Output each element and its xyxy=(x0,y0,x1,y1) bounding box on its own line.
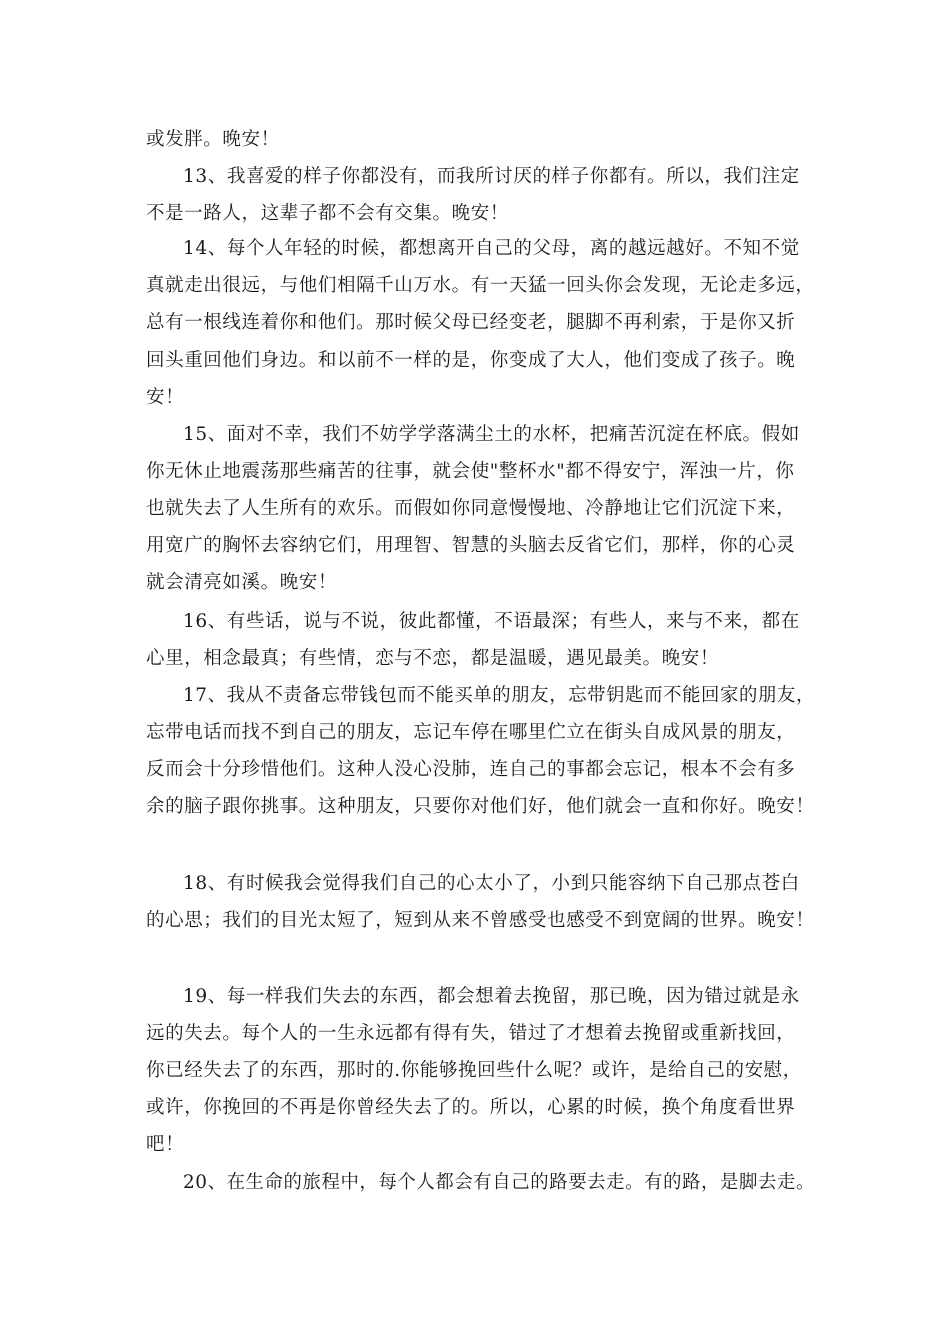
text-line: 或发胖。晚安！ xyxy=(146,129,280,150)
text-line: 用宽广的胸怀去容纳它们，用理智、智慧的头脑去反省它们，那样，你的心灵 xyxy=(146,535,796,556)
text-line: 17、我从不责备忘带钱包而不能买单的朋友，忘带钥匙而不能回家的朋友， xyxy=(183,685,815,706)
text-line: 吧！ xyxy=(146,1134,185,1155)
text-line: 安！ xyxy=(146,387,185,408)
text-line: 余的脑子跟你挑事。这种朋友，只要你对他们好，他们就会一直和你好。晚安！ xyxy=(146,796,815,817)
text-line: 回头重回他们身边。和以前不一样的是，你变成了大人，他们变成了孩子。晚 xyxy=(146,350,796,371)
text-line: 15、面对不幸，我们不妨学学落满尘土的水杯，把痛苦沉淀在杯底。假如 xyxy=(183,424,800,445)
text-line: 19、每一样我们失去的东西，都会想着去挽留，那已晚，因为错过就是永 xyxy=(183,986,800,1007)
text-line: 真就走出很远，与他们相隔千山万水。有一天猛一回头你会发现，无论走多远， xyxy=(146,275,815,296)
text-line: 20、在生命的旅程中，每个人都会有自己的路要去走。有的路，是脚去走。 xyxy=(183,1172,815,1193)
text-line: 或许，你挽回的不再是你曾经失去了的。所以，心累的时候，换个角度看世界 xyxy=(146,1097,796,1118)
text-line: 你无休止地震荡那些痛苦的往事，就会使"整杯水"都不得安宁，浑浊一片，你 xyxy=(146,461,795,482)
text-line: 心里，相念最真；有些情，恋与不恋，都是温暖，遇见最美。晚安！ xyxy=(146,648,720,669)
text-line: 总有一根线连着你和他们。那时候父母已经变老，腿脚不再利索，于是你又折 xyxy=(146,312,796,333)
text-line: 也就失去了人生所有的欢乐。而假如你同意慢慢地、冷静地让它们沉淀下来， xyxy=(146,498,796,519)
text-line: 反而会十分珍惜他们。这种人没心没肺，连自己的事都会忘记，根本不会有多 xyxy=(146,759,796,780)
text-line: 13、我喜爱的样子你都没有，而我所讨厌的样子你都有。所以，我们注定 xyxy=(183,166,800,187)
text-line: 18、有时候我会觉得我们自己的心太小了，小到只能容纳下自己那点苍白 xyxy=(183,873,800,894)
text-line: 忘带电话而找不到自己的朋友，忘记车停在哪里伫立在街头自成风景的朋友， xyxy=(146,722,796,743)
text-line: 远的失去。每个人的一生永远都有得有失，错过了才想着去挽留或重新找回， xyxy=(146,1023,796,1044)
text-line: 你已经失去了的东西，那时的.你能够挽回些什么呢？或许，是给自己的安慰， xyxy=(146,1060,802,1081)
text-line: 的心思；我们的目光太短了，短到从来不曾感受也感受不到宽阔的世界。晚安！ xyxy=(146,910,815,931)
text-line: 16、有些话，说与不说，彼此都懂，不语最深；有些人，来与不来，都在 xyxy=(183,611,800,632)
text-line: 14、每个人年轻的时候，都想离开自己的父母，离的越远越好。不知不觉 xyxy=(183,238,800,259)
text-line: 不是一路人，这辈子都不会有交集。晚安！ xyxy=(146,203,509,224)
text-line: 就会清亮如溪。晚安！ xyxy=(146,572,338,593)
